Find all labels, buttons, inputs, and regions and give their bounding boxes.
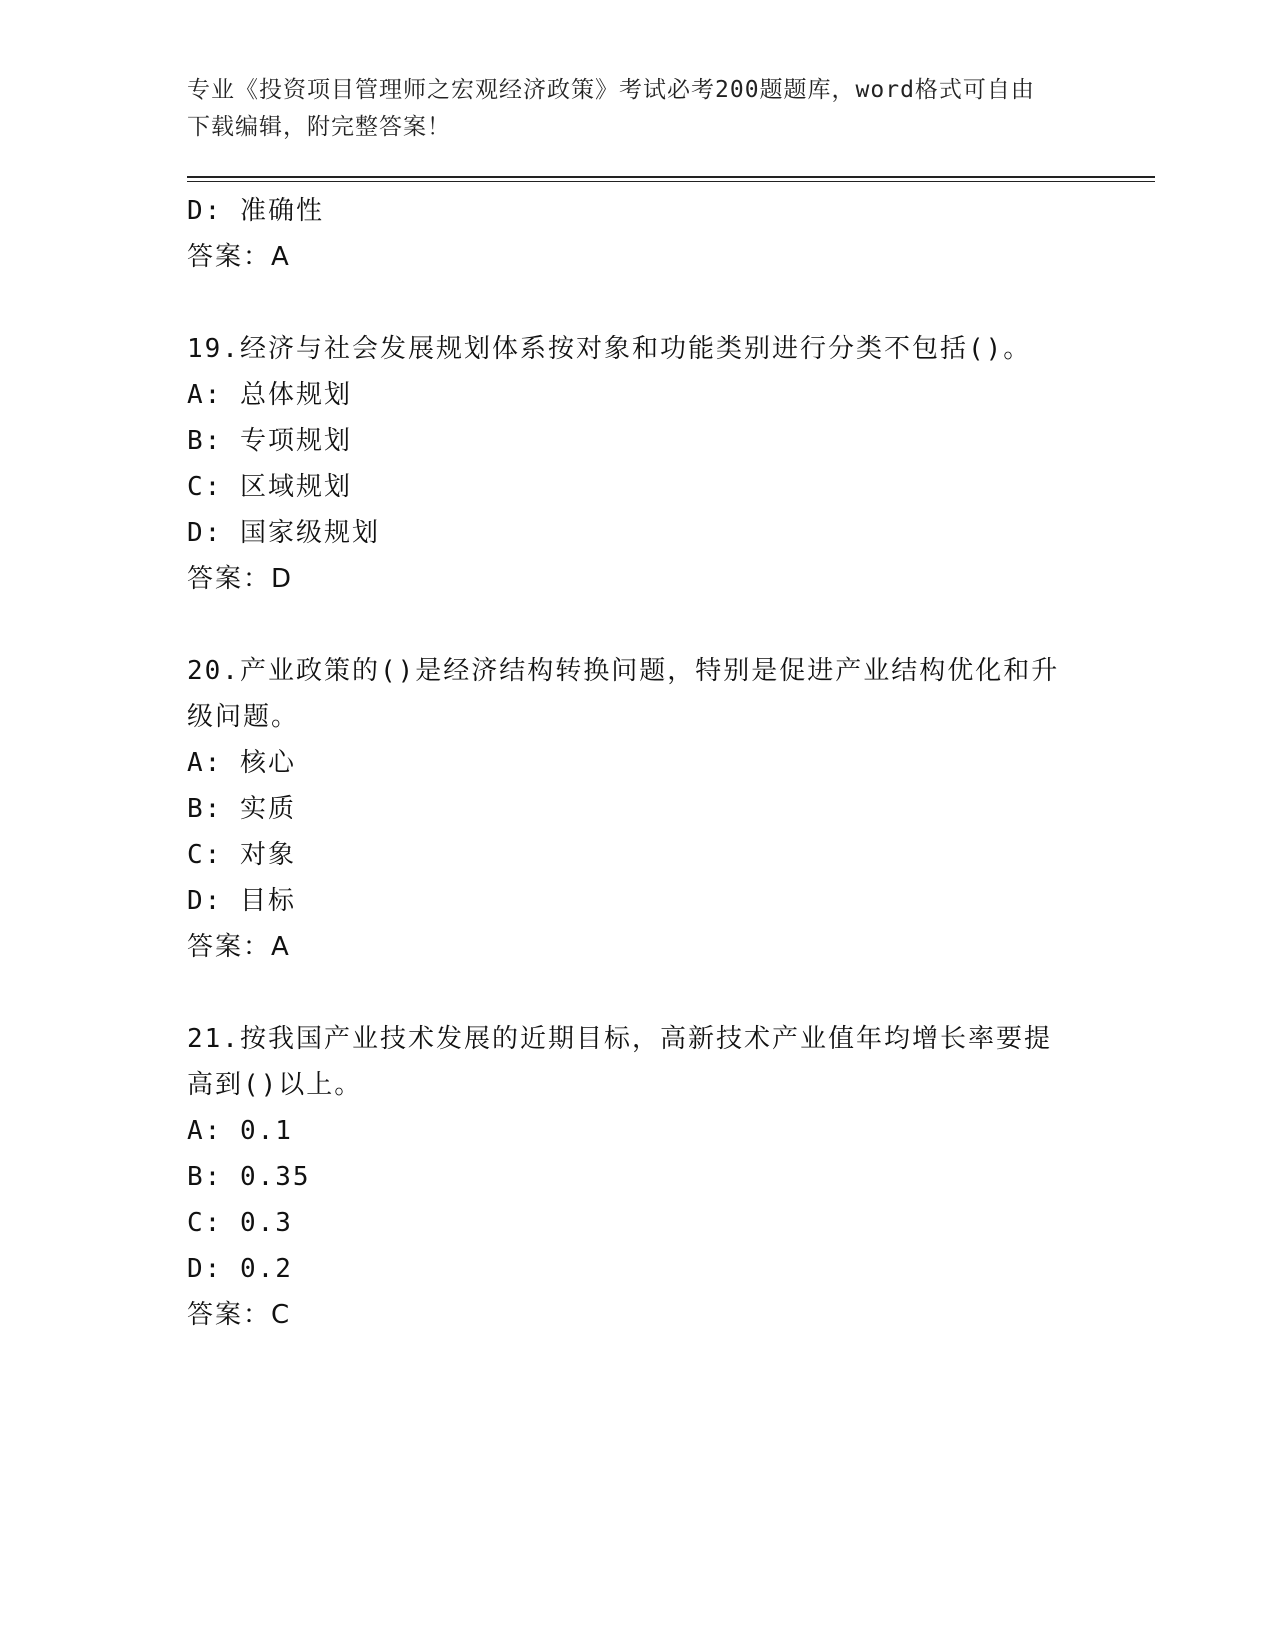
question-19	[187, 326, 1087, 602]
option-b: B: 0.35	[187, 1162, 311, 1192]
option-c: C: 对象	[187, 840, 296, 870]
answer-line: 答案：C	[187, 1300, 292, 1330]
question-text-line-1: 20.产业政策的()是经济结构转换问题，特别是促进产业结构优化和升	[187, 656, 1060, 686]
option-a: A: 总体规划	[187, 380, 352, 410]
question-text-line-1: 21.按我国产业技术发展的近期目标，高新技术产业值年均增长率要提	[187, 1024, 1052, 1054]
spacer	[187, 280, 1087, 326]
header-divider-thick	[187, 176, 1155, 178]
option-c: C: 0.3	[187, 1208, 293, 1238]
option-d: D: 准确性	[187, 196, 324, 226]
option-d: D: 目标	[187, 886, 296, 916]
question-20	[187, 648, 1087, 970]
document-header	[187, 72, 1087, 146]
spacer	[187, 970, 1087, 1016]
answer-line: 答案：D	[187, 564, 294, 594]
header-line-2: 下载编辑，附完整答案！	[187, 114, 451, 140]
answer-line: 答案：A	[187, 242, 291, 272]
question-text: 19.经济与社会发展规划体系按对象和功能类别进行分类不包括()。	[187, 334, 1032, 364]
continued-question-18	[187, 188, 1087, 280]
option-c: C: 区域规划	[187, 472, 352, 502]
question-text-line-2: 级问题。	[187, 702, 300, 732]
question-21	[187, 1016, 1087, 1338]
option-a: A: 0.1	[187, 1116, 293, 1146]
spacer	[187, 602, 1087, 648]
question-text-line-2: 高到()以上。	[187, 1070, 363, 1100]
header-divider-thin	[187, 181, 1155, 182]
option-d: D: 国家级规划	[187, 518, 380, 548]
answer-line: 答案：A	[187, 932, 291, 962]
option-b: B: 实质	[187, 794, 296, 824]
question-list	[187, 188, 1087, 1338]
option-d: D: 0.2	[187, 1254, 293, 1284]
header-line-1: 专业《投资项目管理师之宏观经济政策》考试必考200题题库，word格式可自由	[187, 77, 1035, 103]
option-a: A: 核心	[187, 748, 296, 778]
option-b: B: 专项规划	[187, 426, 352, 456]
